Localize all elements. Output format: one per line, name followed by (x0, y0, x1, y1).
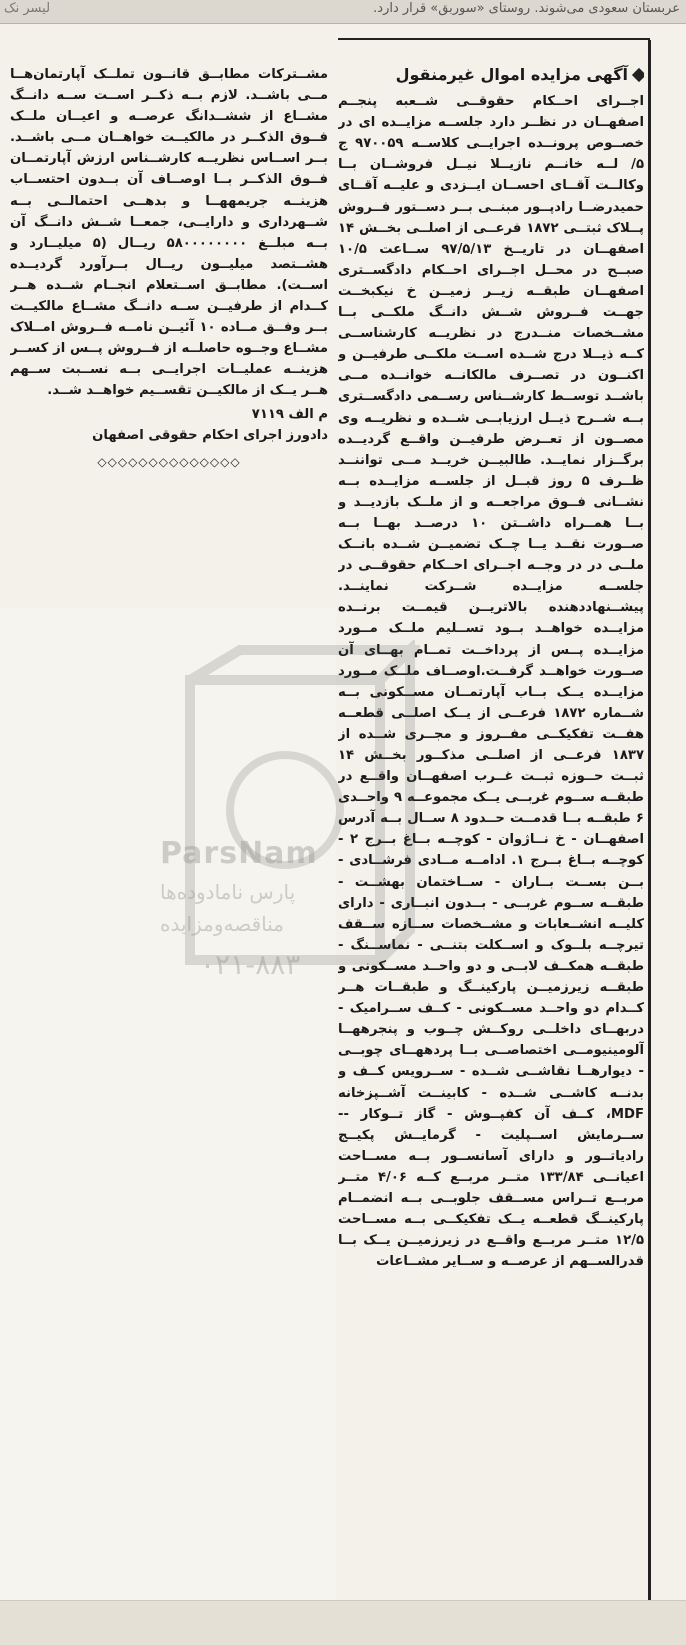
watermark-brand-en: ParsNam (160, 836, 318, 871)
notice-body-part2: مشــترکات مطابــق قانــون تملــک آپارتمان‌هــا مــی باشــد. لازم بــه ذکــر اســت ســه دانــگ مشــاع از ششــدانگ عرصــه و اعیــان ملــک فــوق الذکــر در مالکیــت خواهــان مــی باشــد. بــر اســاس نظریــه کارشــناس ارزش آپارتمــان فــوق الذکــر بــا اوصــاف آن بــدون احتســاب هزینــه جریمههــا و بدهــی احتمالــی بــه شــهرداری و دارایــی، جمعــا شــش دانــگ آن بــه مبلــغ ۵۸۰۰۰۰۰۰۰۰ ریــال (۵ میلیــارد و هشــتصد میلیــون ریــال بــرآورد گردیــده اســت). مطابــق اســتعلام انجــام شــده هــر کــدام از طرفیــن ســه دانــگ مشــاع مالکیــت بــر وفــق مــاده ۱۰ آئیــن نامــه فــروش امــلاک مشــاع وجــوه حاصلــه از فــروش پــس از کســر هزینــه عملیــات اجرایــی بــه نســبت ســهم هــر یــک از مالکیــن تقســیم خواهــد شــد. (10, 67, 328, 399)
notice-right-column (338, 64, 644, 1604)
watermark-brand-fa: پارس نامادوده‌ها (160, 880, 296, 904)
blank-area (0, 608, 336, 1600)
page-bottom-edge (0, 1600, 686, 1645)
previous-article-strip (0, 0, 686, 24)
notice-body-part1: اجــرای احــکام حقوقــی شــعبه پنجــم اصفهــان در نظــر دارد جلســه مزایــده ای در خصــوص پرونــده اجرایــی کلاســه ۹۷۰۰۵۹ ج ۵/ لــه خانــم نازیــلا نیــل فروشــان بــا وکالــت آقــای احســان ایــزدی و علیــه آقــای حمیدرضــا رادپــور مبنــی بــر دســتور فــروش پــلاک ثبتــی ۱۸۷۲ فرعــی از اصلــی بخــش ۱۴ اصفهــان در تاریــخ ۹۷/۵/۱۳ ســاعت ۱۰/۵ صبــح در محــل اجــرای احــکام دادگســتری اصفهــان طبقــه زیــر زمیــن خ نیکبخــت جهــت فــروش شــش دانــگ ملکــی بــا مشــخصات منــدرج در نظریــه کارشناســی کــه ذیــلا درج شــده اســت ملکــی طرفیــن و اکنــون در تصــرف مالکانــه خوانــده مــی باشــد توســط کارشــناس رســمی دادگســتری بــه شــرح ذیــل ارزیابــی شــده و نظریــه وی مصــون از تعــرض طرفیــن واقــع گردیــده برگــزار نمایــد. طالبیــن خریــد مــی تواننــد ظــرف ۵ روز قبــل از جلســه مزایــده بــه نشــانی فــوق مراجعــه و از ملــک بازدیــد و بــا همــراه داشــتن ۱۰ درصــد بهــا بــه صــورت نقــد یــا چــک تضمیــن شــده بانــک ملــی در در وجــه اجــرای احــکام حقوقــی در جلســه مزایــده شــرکت نماینــد. پیشــنهاددهنده بالاتریــن قیمــت برنــده مزایــده خواهــد بــود تســلیم ملــک مــورد مزایــده پــس از پرداخــت تمــام بهــای آن صــورت خواهــد گرفــت.اوصــاف ملــک مــورد مزایــده یــک بــاب آپارتمــان مســکونی بــه شــماره ۱۸۷۲ فرعــی از یــک اصلــی قطعــه هفــت تفکیکــی مفــروز و مجــری شــده از ۱۸۳۷ فرعــی از اصلــی مذکــور بخــش ۱۴ ثبــت حــوزه ثبــت غــرب اصفهــان واقــع در طبقــه ســوم غربــی یــک مجموعــه ۹ واحــدی ۶ طبقــه بــا قدمــت حــدود ۸ ســال بــه آدرس اصفهــان - خ نــاژوان - کوچــه بــاغ بــرج ۲ - کوچــه بــاغ بــرج ۱. ادامــه مــادی فرشــادی - بــن بســت بــاران - ســاختمان بهشــت - طبقــه ســوم غربــی - بــدون انبــاری - دارای کلیــه انشــعابات و مشــخصات ســازه ســقف تیرچــه بلــوک و اســکلت بتنــی - نماســنگ - طبقــه همکــف لابــی و دو واحــد مســکونی و طبقــه زیرزمیــن پارکینــگ و طبقــات هــر کــدام دو واحــد مســکونی - کــف ســرامیک - دربهــای داخلــی روکــش چــوب و پنجرههــا آلومینیومــی اختصاصــی بــا پردههــای چوبــی - دیوارهــا نقاشــی شــده - ســرویس کــف و بدنــه کاشــی شــده - کابینــت آشــپزخانه MDF، کــف آن کفپــوش - گاز تــوکار -- ســرمایش اســپلیت - گرمایــش پکیــج رادیاتــور و دارای آسانســور بــه مســاحت اعیانــی ۱۳۳/۸۴ متــر مربــع کــه ۴/۰۶ متــر مربــع تــراس مســقف جلوبــی بــه انضمــام پارکینــگ قطعــه یــک تفکیکــی بــه مســاحت ۱۲/۵ متــر مربــع واقــع در زیرزمیــن یــک بــا قدرالســهم از عرصــه و ســایر مشــاعات (338, 94, 644, 1270)
watermark-phone: ۰۲۱-۸۸۳ (200, 948, 301, 981)
title-bullet-icon (632, 67, 644, 81)
previous-article-crumb: لیسر نک (4, 1, 51, 16)
reference-code: م الف ۷۱۱۹ (251, 406, 328, 422)
notice-title (338, 64, 644, 85)
divider-ornament: ◇◇◇◇◇◇◇◇◇◇◇◇◇◇ (97, 454, 241, 469)
notice-left-column (10, 64, 328, 604)
notice-frame-right (648, 40, 651, 1600)
notice-frame-top (338, 38, 650, 40)
signature: دادورز اجرای احکام حقوقی اصفهان (92, 427, 328, 443)
notice-title-text: آگهی مزایده اموال غیرمنقول (395, 65, 628, 84)
previous-article-text: عربستان سعودی می‌شوند. روستای «سوربق» قرار دارد. (373, 1, 680, 16)
watermark-subtitle: مناقصه‌ومزایده (160, 912, 284, 936)
